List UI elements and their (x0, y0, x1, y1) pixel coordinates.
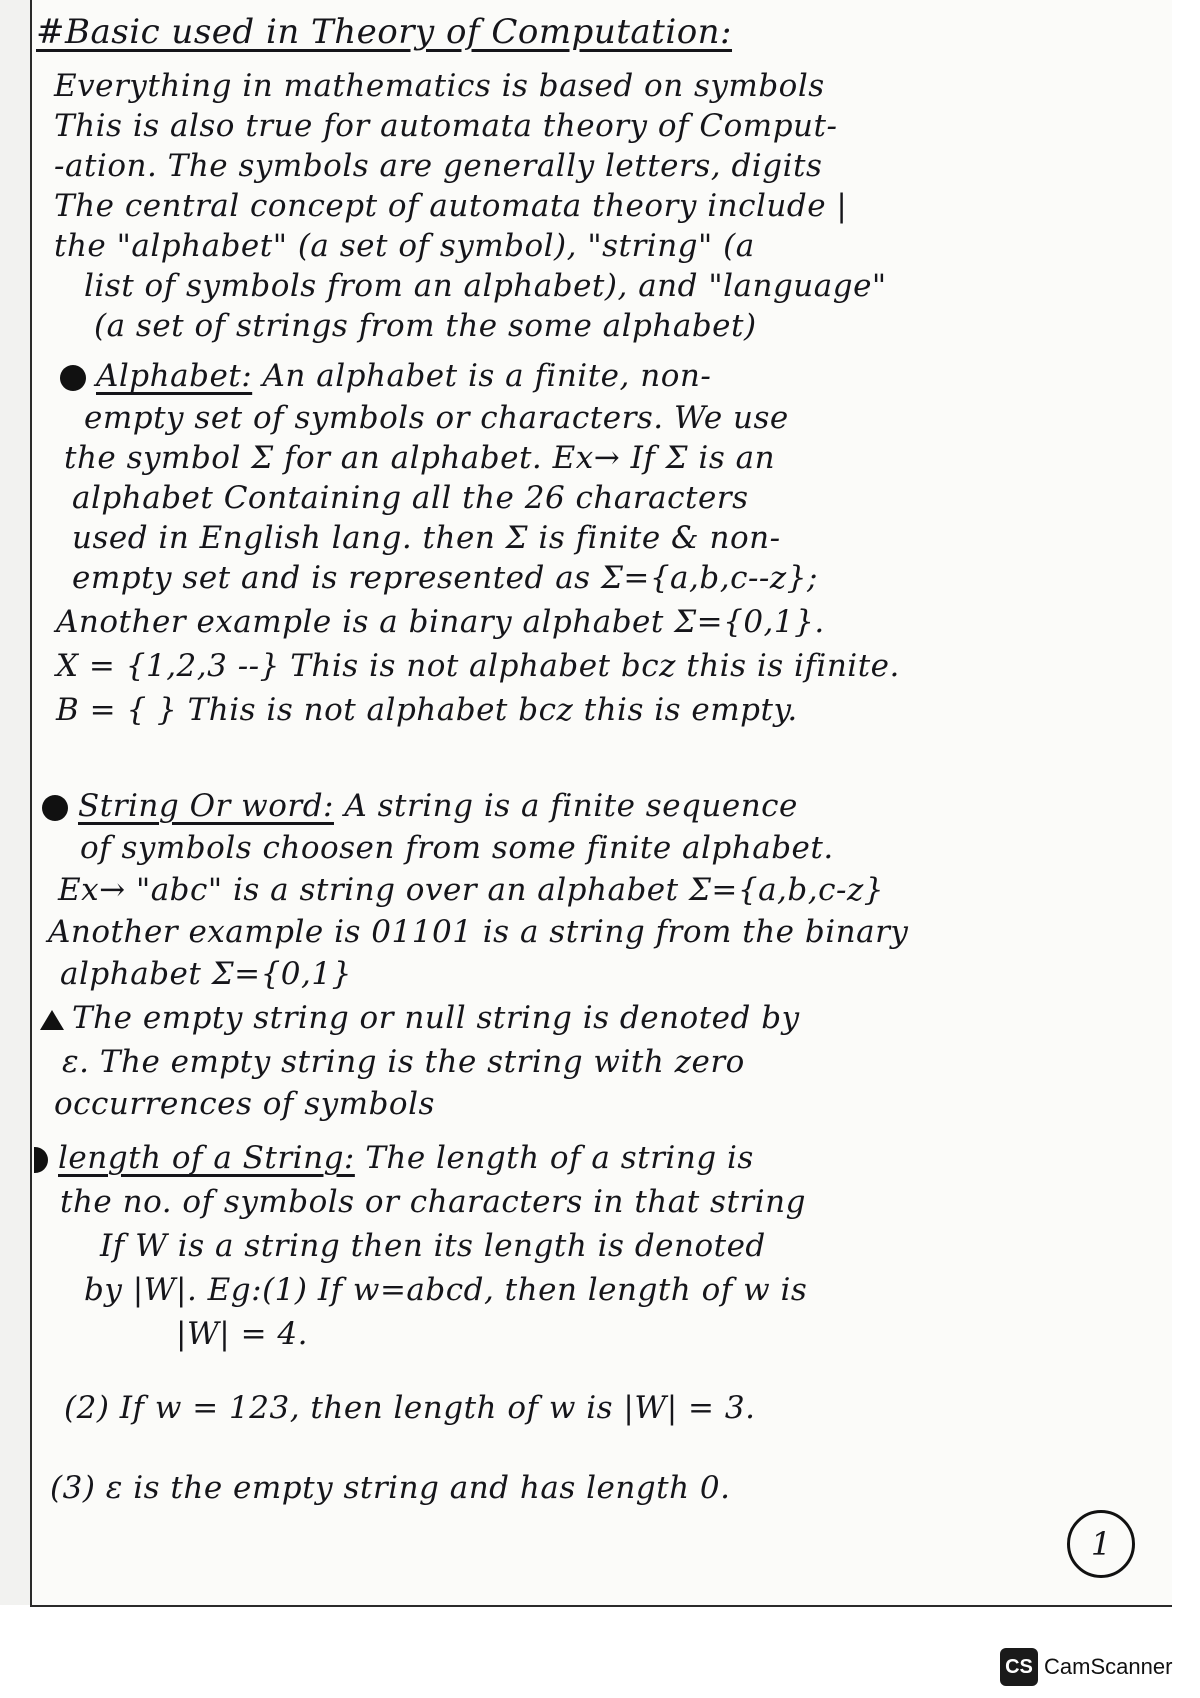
string-heading: String Or word: (78, 788, 334, 824)
string-line: alphabet Σ={0,1} (60, 956, 352, 992)
length-line: If W is a string then its length is denoted (100, 1228, 766, 1264)
triangle-bullet-icon (40, 1010, 64, 1030)
bullet-icon (42, 795, 68, 821)
empty-string-line: The empty string or null string is denoted by (40, 1000, 1150, 1036)
alphabet-heading-line (60, 358, 1170, 394)
alphabet-line: empty set and is represented as Σ={a,b,c--z}; (72, 560, 818, 596)
alphabet-first: An alphabet is a finite, non- (262, 358, 712, 394)
length-heading: length of a String: (58, 1140, 355, 1176)
string-first: A string is a finite sequence (344, 788, 798, 824)
string-line: occurrences of symbols (54, 1086, 435, 1122)
intro-line: -ation. The symbols are generally letters, digits (54, 148, 823, 184)
camscanner-label: CamScanner (1044, 1654, 1173, 1679)
alphabet-line: alphabet Containing all the 26 characters (72, 480, 749, 516)
page-number: 1 (1067, 1510, 1135, 1578)
length-heading-line (34, 1140, 1144, 1176)
alphabet-line: B = { } This is not alphabet bcz this is empty. (56, 692, 798, 728)
alphabet-line: used in English lang. then Σ is finite & non- (72, 520, 781, 556)
alphabet-line: the symbol Σ for an alphabet. Ex→ If Σ is an (64, 440, 776, 476)
camscanner-watermark (1000, 1647, 1172, 1687)
alphabet-heading: Alphabet: (96, 358, 253, 394)
intro-line: (a set of strings from the some alphabet) (94, 308, 757, 344)
length-line: (3) ε is the empty string and has length 0. (50, 1470, 731, 1506)
string-line: Another example is 01101 is a string from the binary (48, 914, 909, 950)
intro-line: The central concept of automata theory include | (54, 188, 848, 224)
length-line: by |W|. Eg:(1) If w=abcd, then length of w is (84, 1272, 808, 1308)
intro-line: Everything in mathematics is based on symbols (54, 68, 825, 104)
intro-line: This is also true for automata theory of Comput- (54, 108, 838, 144)
bullet-icon (34, 1147, 48, 1173)
length-line: (2) If w = 123, then length of w is |W| = 3. (64, 1390, 756, 1426)
scan-margin (0, 0, 30, 1605)
length-first: The length of a string is (365, 1140, 754, 1176)
alphabet-line: X = {1,2,3 --} This is not alphabet bcz this is ifinite. (56, 648, 900, 684)
alphabet-line: empty set of symbols or characters. We use (84, 400, 789, 436)
string-line: ε. The empty string is the string with zero (62, 1044, 745, 1080)
string-heading-line (42, 788, 1152, 824)
string-line: of symbols choosen from some finite alphabet. (80, 830, 834, 866)
intro-line: list of symbols from an alphabet), and "language" (84, 268, 887, 304)
intro-line: the "alphabet" (a set of symbol), "string" (a (54, 228, 755, 264)
page-title: #Basic used in Theory of Computation: (36, 12, 733, 52)
length-line: the no. of symbols or characters in that string (60, 1184, 806, 1220)
bullet-icon (60, 365, 86, 391)
string-line: Ex→ "abc" is a string over an alphabet Σ={a,b,c-z} (58, 872, 885, 908)
length-line: |W| = 4. (176, 1316, 309, 1352)
camscanner-logo-icon: CS (1000, 1648, 1038, 1686)
alphabet-line: Another example is a binary alphabet Σ={0,1}. (56, 604, 825, 640)
